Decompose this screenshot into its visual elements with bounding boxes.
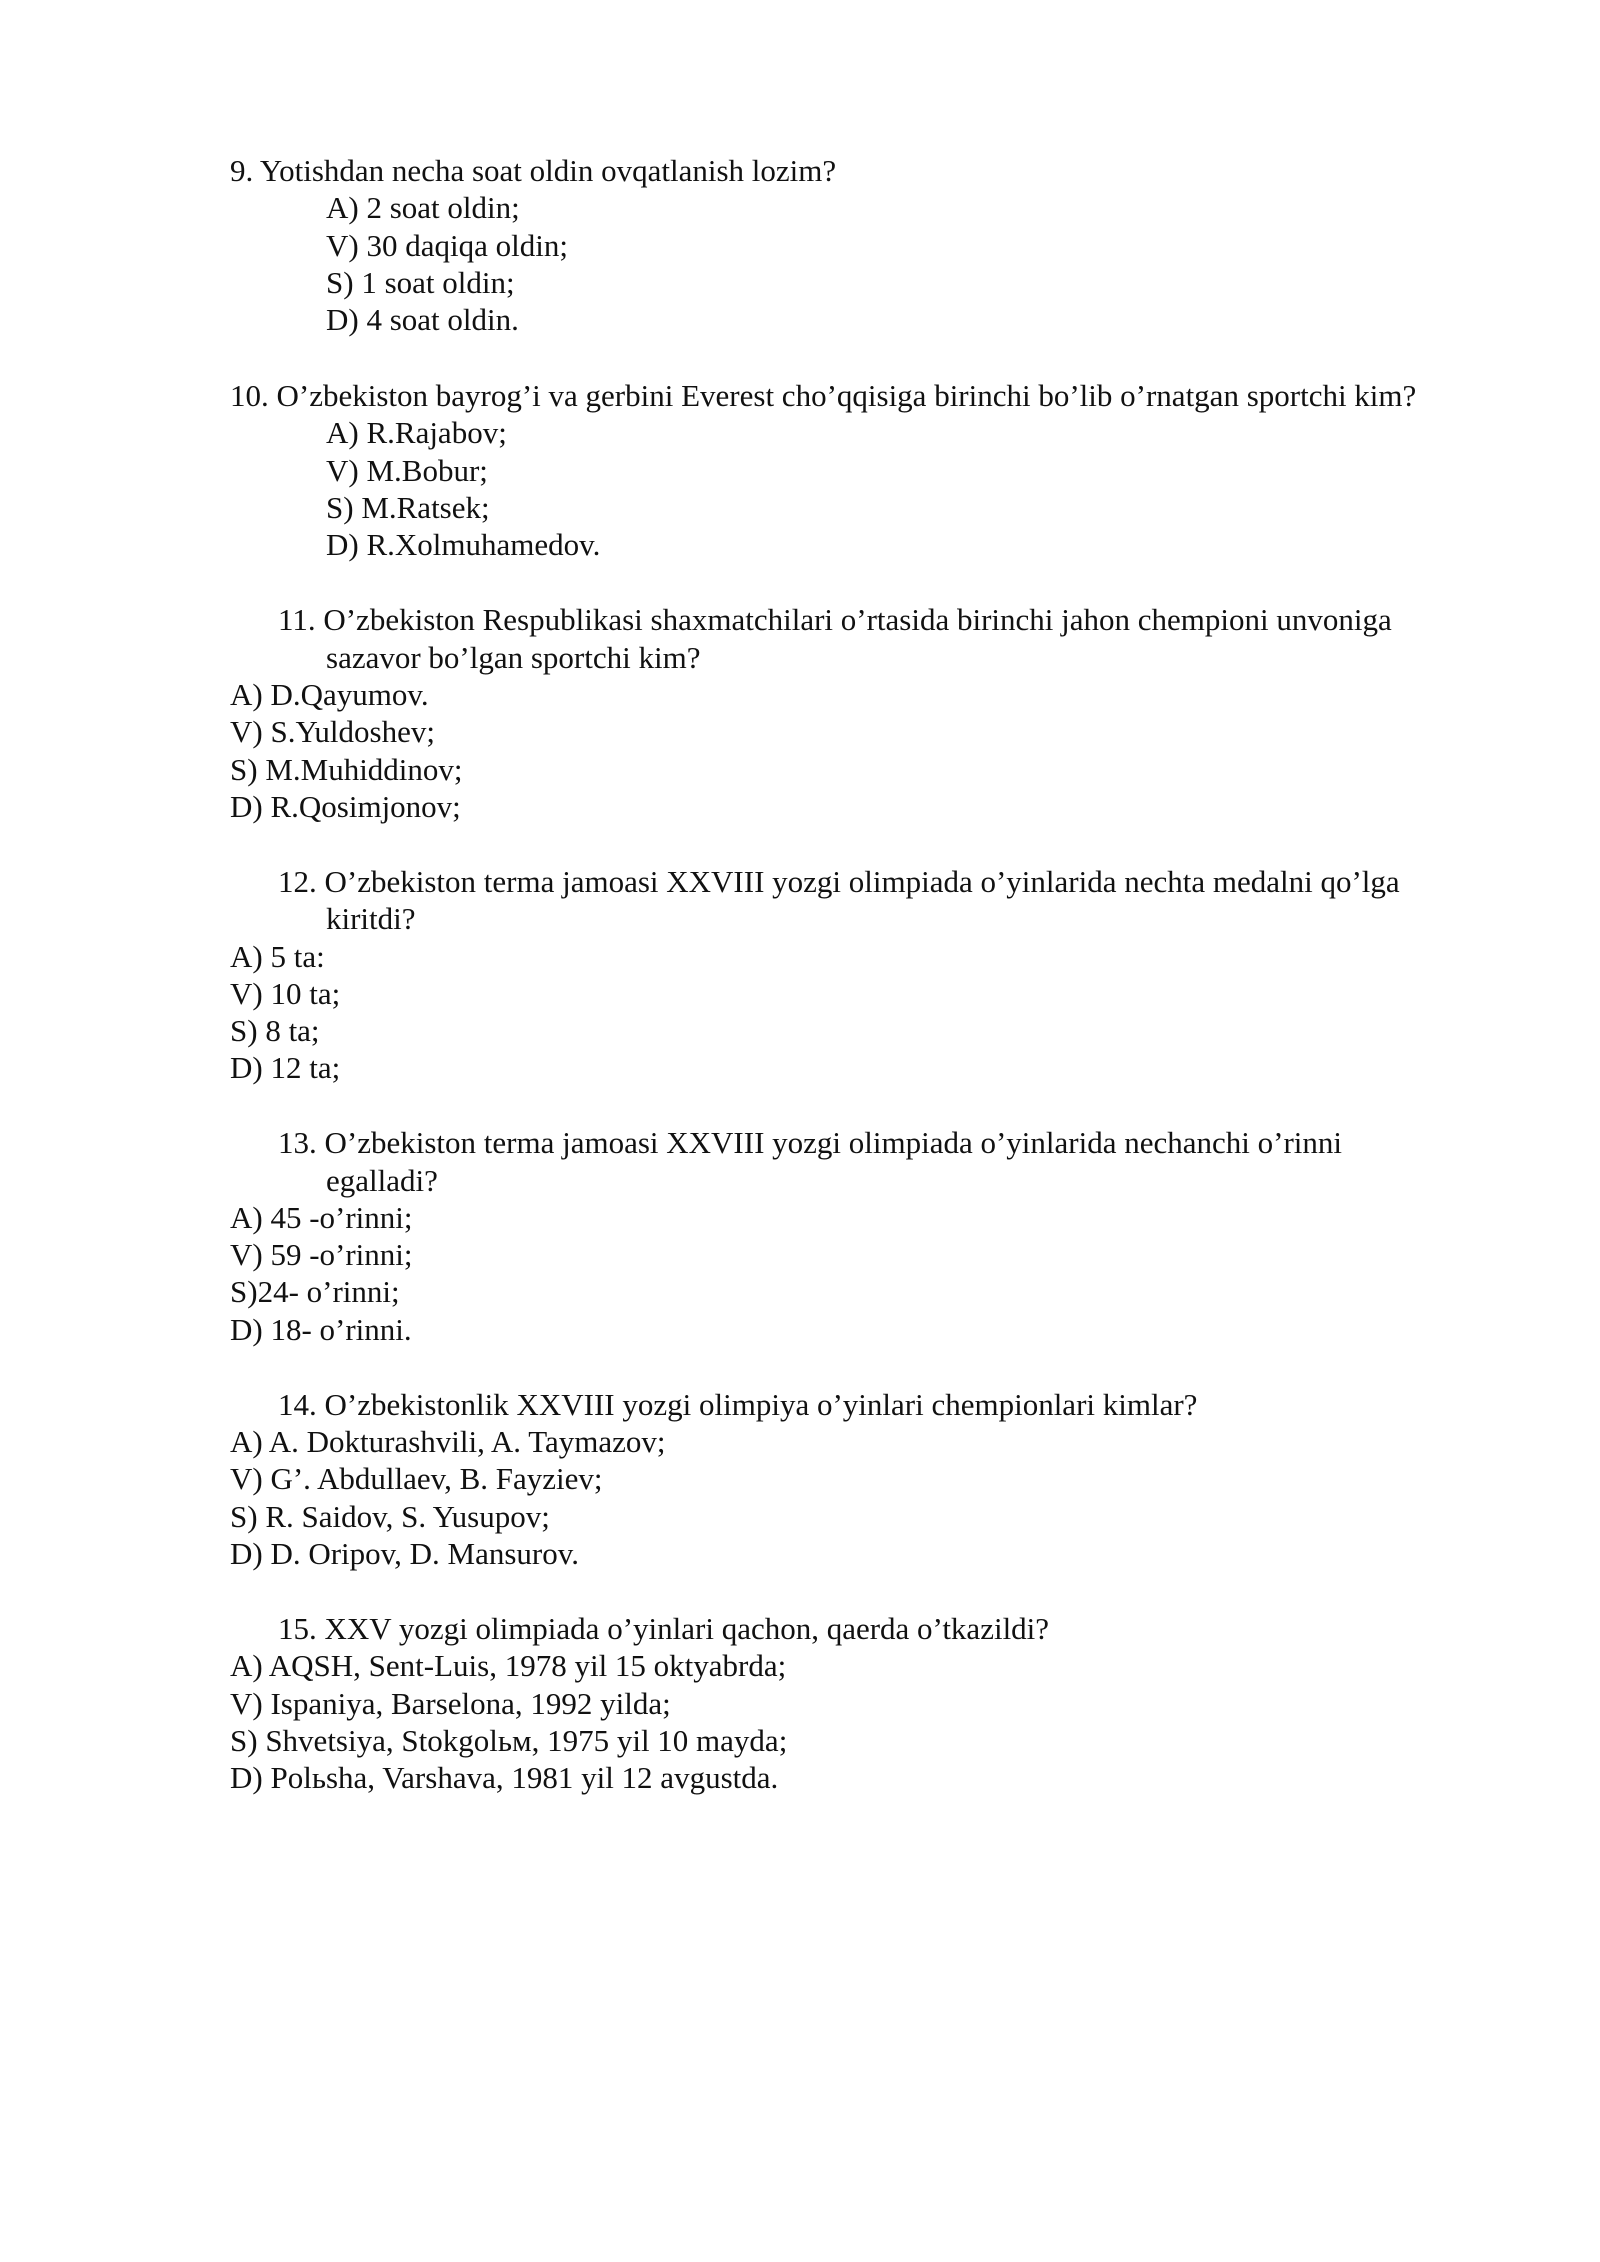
answer-option: D) 18- o’rinni. [230,1312,412,1347]
question-text-continued: sazavor bo’lgan sportchi kim? [326,640,701,675]
question-text: 12. O’zbekiston terma jamoasi XXVIII yozgi olimpiada o’yinlarida nechta medalni qo’lga [278,864,1400,899]
answer-option: S) Shvetsiya, Stokgolьм, 1975 yil 10 mayda; [230,1723,788,1758]
answer-option: V) S.Yuldoshev; [230,714,435,749]
answer-option: V) 10 ta; [230,976,341,1011]
question-text-continued: egalladi? [326,1163,438,1198]
answer-option: S)24- o’rinni; [230,1274,400,1309]
answer-option: D) R.Xolmuhamedov. [326,527,601,562]
answer-option: V) M.Bobur; [326,453,488,488]
answer-option: D) R.Qosimjonov; [230,789,461,824]
answer-option: V) 59 -o’rinni; [230,1237,413,1272]
answer-option: D) 12 ta; [230,1050,341,1085]
question-text: 14. O’zbekistonlik XXVIII yozgi olimpiya o’yinlari chempionlari kimlar? [278,1387,1198,1422]
answer-option: A) D.Qayumov. [230,677,429,712]
question-text: 15. XXV yozgi olimpiada o’yinlari qachon, qaerda o’tkazildi? [278,1611,1050,1646]
answer-option: A) 2 soat oldin; [326,190,520,225]
question-text: 11. O’zbekiston Respublikasi shaxmatchilari o’rtasida birinchi jahon chempioni unvoniga [278,602,1392,637]
answer-option: S) 8 ta; [230,1013,320,1048]
answer-option: V) Ispaniya, Barselona, 1992 yilda; [230,1686,671,1721]
answer-option: A) 5 ta: [230,939,325,974]
answer-option: D) 4 soat oldin. [326,302,519,337]
answer-option: S) M.Ratsek; [326,490,490,525]
answer-option: A) 45 -o’rinni; [230,1200,413,1235]
answer-option: V) 30 daqiqa oldin; [326,228,568,263]
question-text: 13. O’zbekiston terma jamoasi XXVIII yozgi olimpiada o’yinlarida nechanchi o’rinni [278,1125,1343,1160]
question-text: 10. O’zbekiston bayrog’i va gerbini Everest cho’qqisiga birinchi bo’lib o’rnatgan sportchi kim? [230,378,1417,413]
answer-option: A) R.Rajabov; [326,415,507,450]
answer-option: A) AQSH, Sent-Luis, 1978 yil 15 oktyabrda; [230,1648,787,1683]
answer-option: S) M.Muhiddinov; [230,752,463,787]
answer-option: S) R. Saidov, S. Yusupov; [230,1499,550,1534]
answer-option: A) A. Dokturashvili, A. Taymazov; [230,1424,666,1459]
answer-option: S) 1 soat oldin; [326,265,515,300]
answer-option: V) G’. Abdullaev, B. Fayziev; [230,1461,603,1496]
question-text: 9. Yotishdan necha soat oldin ovqatlanish lozim? [230,153,837,188]
answer-option: D) D. Oripov, D. Mansurov. [230,1536,579,1571]
question-text-continued: kiritdi? [326,901,416,936]
answer-option: D) Polьsha, Varshava, 1981 yil 12 avgustda. [230,1760,779,1795]
